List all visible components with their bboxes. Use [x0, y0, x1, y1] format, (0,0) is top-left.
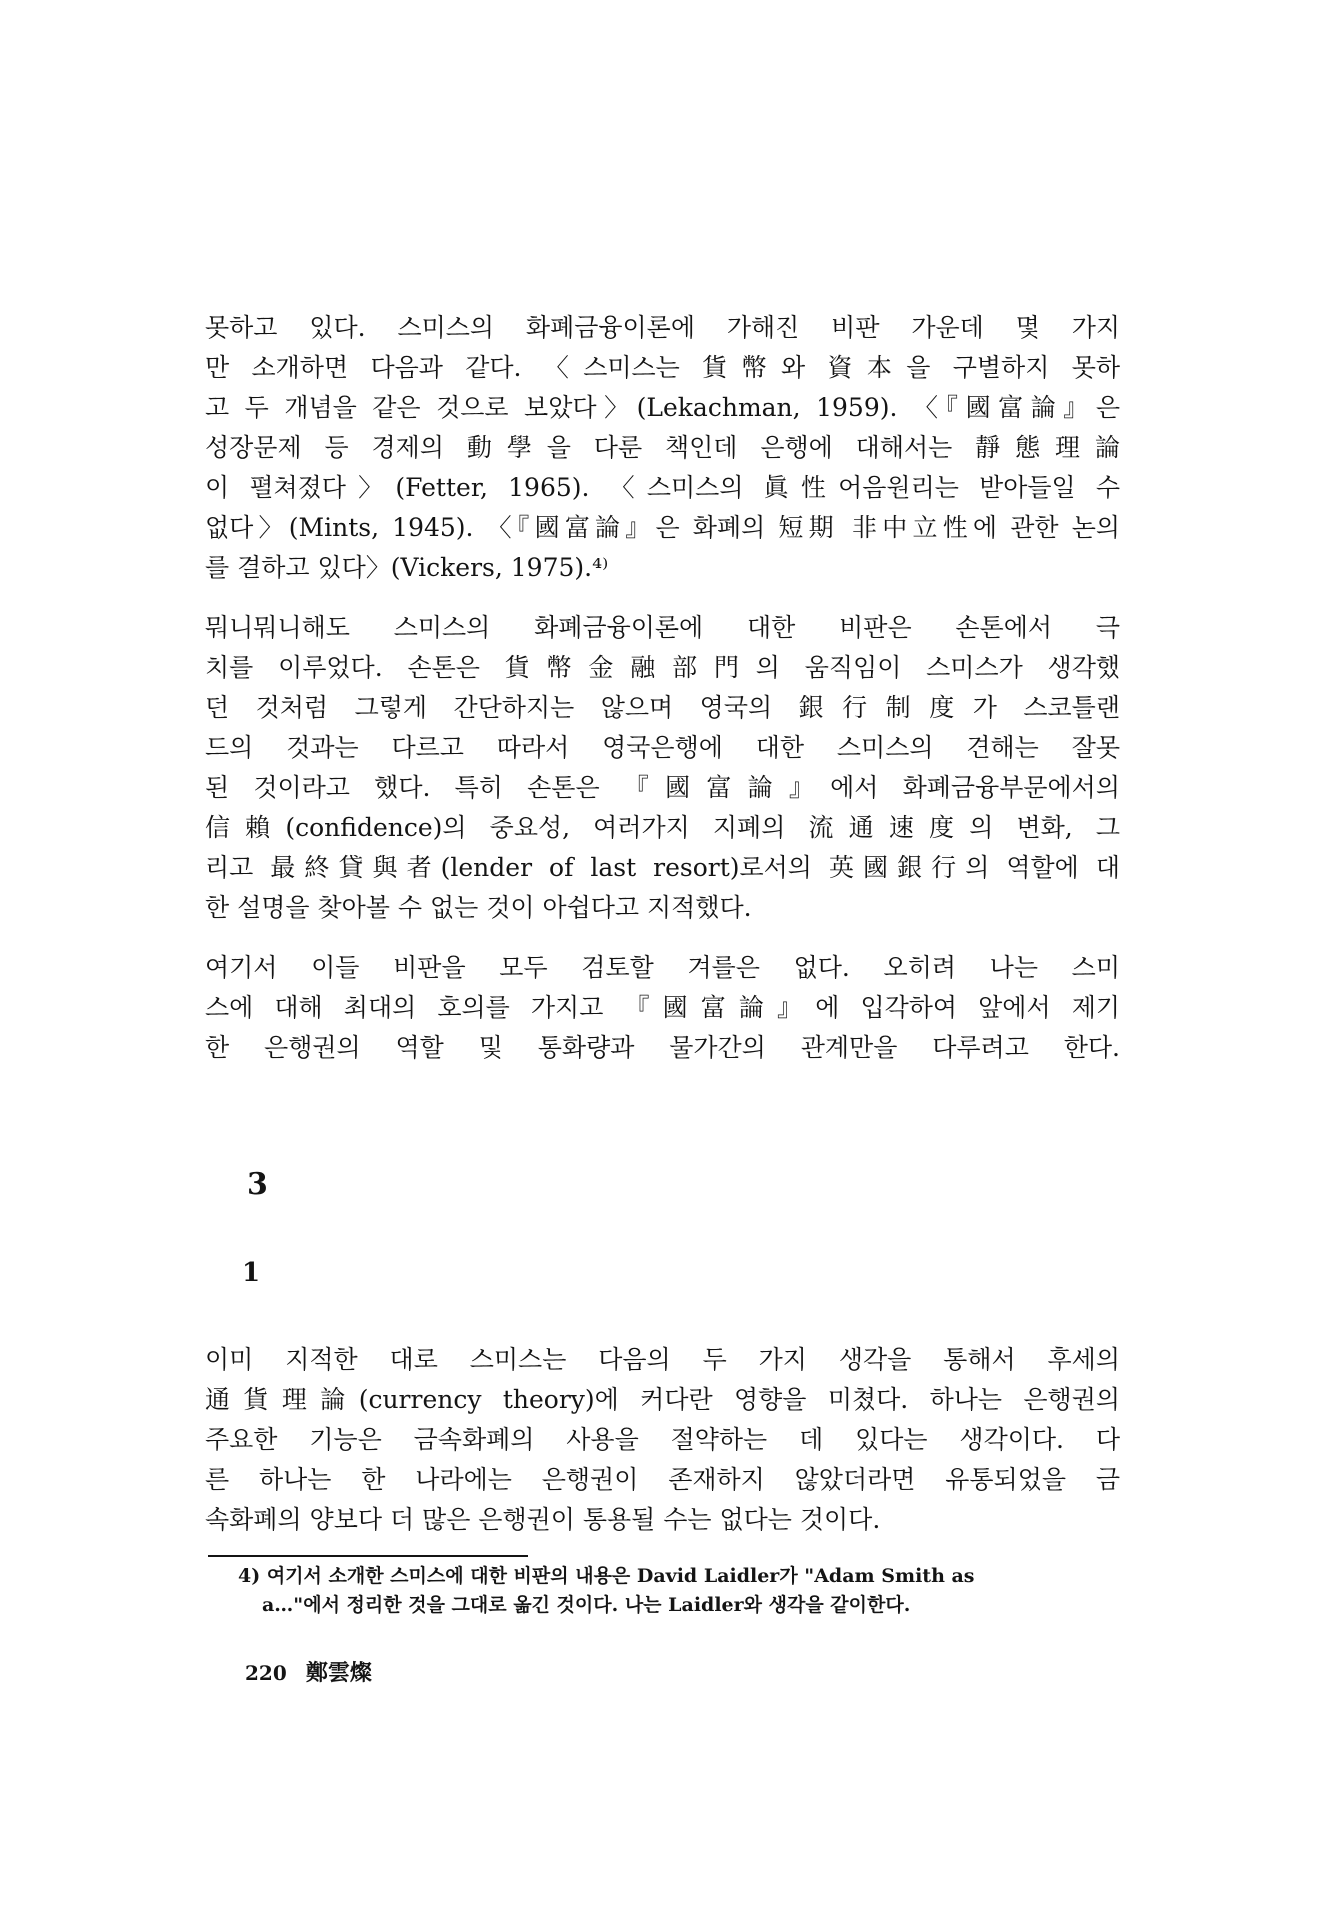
text-line: 를 결하고 있다〉(Vickers, 1975).⁴⁾	[205, 553, 609, 582]
footnote-divider	[208, 1555, 528, 1557]
text-line: 속화폐의 양보다 더 많은 은행권이 통용될 수는 없다는 것이다.	[205, 1505, 881, 1534]
text-line: 고 두 개념을 같은 것으로 보았다〉(Lekachman, 1959). 〈『國富論』은	[205, 393, 1120, 422]
text-line: 뭐니뭐니해도 스미스의 화폐금융이론에 대한 비판은 손톤에서 극	[205, 613, 1120, 642]
text-line: 치를 이루었다. 손톤은 貨幣金融部門의 움직임이 스미스가 생각했	[205, 653, 1120, 682]
section-number: 3	[247, 1167, 268, 1202]
footnote	[238, 1562, 1120, 1620]
paragraph-currency-theory	[205, 1340, 1120, 1540]
text-line: 못하고 있다. 스미스의 화폐금융이론에 가해진 비판 가운데 몇 가지	[205, 313, 1120, 342]
text-line: 한 은행권의 역할 및 통화량과 물가간의 관계만을 다루려고 한다.	[205, 1033, 1120, 1062]
text-line: 주요한 기능은 금속화폐의 사용을 절약하는 데 있다는 생각이다. 다	[205, 1425, 1120, 1454]
text-line: 通貨理論(currency theory)에 커다란 영향을 미쳤다. 하나는 은행권의	[205, 1385, 1120, 1414]
paragraph-thornton	[205, 608, 1120, 928]
subsection-number: 1	[242, 1258, 261, 1288]
author-name: 鄭雲燦	[305, 1660, 372, 1686]
text-line: 이 펼쳐졌다〉(Fetter, 1965). 〈스미스의 眞性어음원리는 받아들일 수	[205, 473, 1120, 502]
text-line: 없다〉(Mints, 1945). 〈『國富論』은 화폐의 短期 非中立性에 관한 논의	[205, 513, 1120, 542]
text-line: 여기서 이들 비판을 모두 검토할 겨를은 없다. 오히려 나는 스미	[205, 953, 1120, 982]
text-line: 리고 最終貸與者(lender of last resort)로서의 英國銀行의 역할에 대	[205, 853, 1120, 882]
text-line: 른 하나는 한 나라에는 은행권이 존재하지 않았더라면 유통되었을 금	[205, 1465, 1120, 1494]
text-line: 만 소개하면 다음과 같다. 〈스미스는 貨幣와 資本을 구별하지 못하	[205, 353, 1120, 382]
text-line: 성장문제 등 경제의 動學을 다룬 책인데 은행에 대해서는 靜態理論	[205, 433, 1120, 462]
text-line: 된 것이라고 했다. 특히 손톤은 『國富論』에서 화폐금융부문에서의	[205, 773, 1120, 802]
text-line: 한 설명을 찾아볼 수 없는 것이 아쉽다고 지적했다.	[205, 893, 752, 922]
page-footer	[245, 1655, 372, 1691]
footnote-line: 4) 여기서 소개한 스미스에 대한 비판의 내용은 David Laidler가 "Adam Smith as	[238, 1565, 975, 1587]
page-number: 220	[245, 1661, 287, 1685]
paragraph-scope	[205, 948, 1120, 1068]
text-line: 던 것처럼 그렇게 간단하지는 않으며 영국의 銀行制度가 스코틀랜	[205, 693, 1120, 722]
text-line: 이미 지적한 대로 스미스는 다음의 두 가지 생각을 통해서 후세의	[205, 1345, 1120, 1374]
text-line: 드의 것과는 다르고 따라서 영국은행에 대한 스미스의 견해는 잘못	[205, 733, 1120, 762]
paragraph-criticisms	[205, 308, 1120, 588]
text-line: 信賴(confidence)의 중요성, 여러가지 지폐의 流通速度의 변화, 그	[205, 813, 1120, 842]
footnote-line: a…"에서 정리한 것을 그대로 옮긴 것이다. 나는 Laidler와 생각을 같이한다.	[262, 1594, 911, 1616]
text-line: 스에 대해 최대의 호의를 가지고 『國富論』에 입각하여 앞에서 제기	[205, 993, 1120, 1022]
